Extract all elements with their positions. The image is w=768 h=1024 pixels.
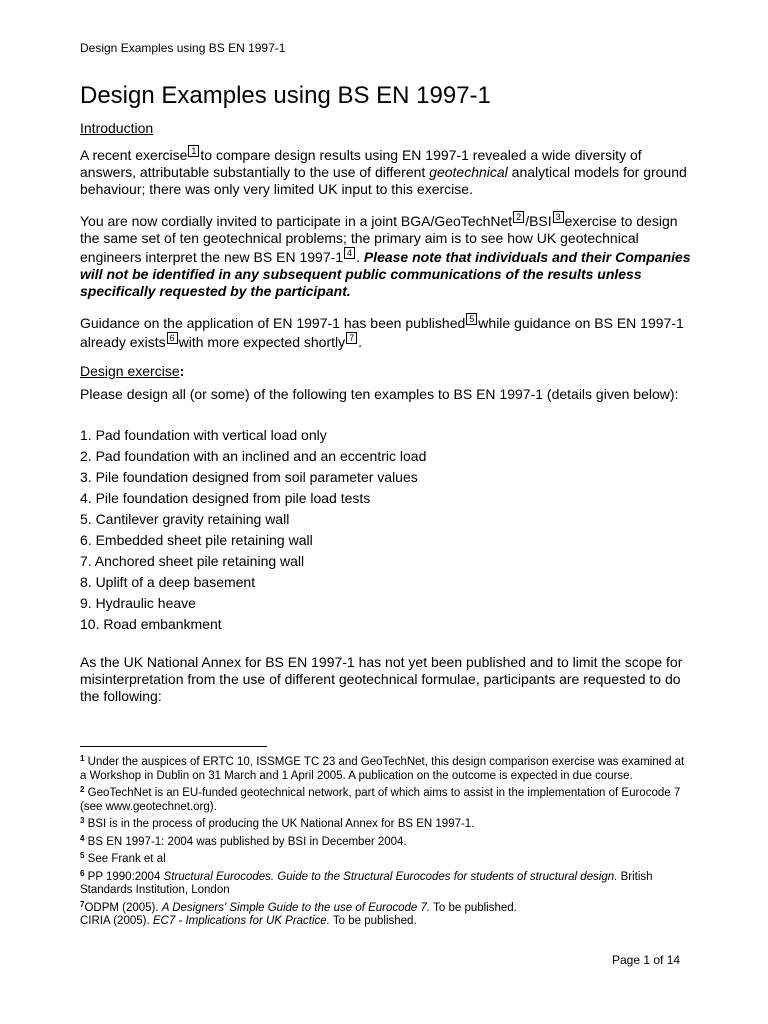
design-exercise-intro: Please design all (or some) of the following ten examples to BS EN 1997-1 (details given below):: [80, 386, 679, 402]
text-span: with more expected shortly: [178, 334, 346, 350]
footnote-ref-1[interactable]: 1: [188, 145, 199, 157]
footnote-ref-2[interactable]: 2: [513, 211, 524, 223]
text-span: to compare design results using EN 1997-1 revealed a wide diversity of answers, attributable substantially to the use of different: [80, 147, 642, 180]
footnote-4: [80, 832, 692, 850]
footnote-ref-4[interactable]: 4: [344, 247, 355, 259]
heading-text: Design exercise: [80, 363, 180, 379]
footnote-number: 7: [80, 899, 85, 909]
footnote-text: Under the auspices of ERTC 10, ISSMGE TC 23 and GeoTechNet, this design comparison exercise was examined at a Workshop in Dublin on 31 March and 1 April 2005. A publication on the outcome is expected in due course.: [80, 756, 685, 782]
running-header: Design Examples using BS EN 1997-1: [80, 41, 286, 55]
footnote-ref-7[interactable]: 7: [346, 332, 357, 344]
footnote-3: [80, 814, 692, 832]
intro-paragraph-2: [80, 211, 692, 300]
footnote-text: PP 1990:2004: [87, 870, 164, 883]
footnote-text: British Standards Institution, London: [80, 870, 653, 896]
intro-paragraph-3: [80, 313, 692, 351]
text-span: .: [356, 249, 364, 265]
list-item: 9. Hydraulic heave: [80, 595, 196, 611]
footnote-number: 6: [80, 868, 85, 878]
footnote-text: To be published.: [329, 915, 417, 927]
list-item: 8. Uplift of a deep basement: [80, 574, 256, 590]
footnote-number: 1: [80, 754, 85, 763]
list-item: 4. Pile foundation designed from pile load tests: [80, 490, 371, 506]
list-item: 3. Pile foundation designed from soil parameter values: [80, 469, 418, 485]
text-span: exercise to design the same set of ten geotechnical problems; the primary aim is to see how UK geotechnical engineers interpret the new BS EN 1997-1: [80, 213, 678, 265]
footnote-text: BS EN 1997-1: 2004 was published by BSI in December 2004.: [87, 835, 407, 848]
footnote-text: GeoTechNet is an EU-funded geotechnical network, part of which aims to assist in the implementation of Eurocode 7 (see www.geotechnet.org).: [80, 787, 681, 813]
footnote-separator: [80, 746, 267, 747]
footnote-italic: EC7 - Implications for UK Practice.: [152, 915, 330, 927]
footnote-number: 4: [80, 833, 85, 843]
text-span: /BSI: [525, 213, 552, 229]
footnote-ref-5[interactable]: 5: [466, 313, 477, 325]
design-exercise-heading: [80, 363, 184, 379]
text-span: while guidance on BS EN 1997-1 already exists: [80, 315, 684, 350]
footnote-5: [80, 849, 692, 867]
footnote-text: See Frank et al: [87, 853, 166, 865]
text-span: .: [358, 334, 363, 350]
list-item: 10. Road embankment: [80, 616, 222, 632]
closing-paragraph: As the UK National Annex for BS EN 1997-1 has not yet been published and to limit the scope for misinterpretation from the use of different geotechnical formulae, participants are requested to do the following:: [80, 654, 683, 704]
list-item: 2. Pad foundation with an inclined and an eccentric load: [80, 448, 427, 464]
text-span: Guidance on the application of EN 1997-1 has been published: [80, 315, 466, 331]
footnote-7: [80, 898, 692, 916]
text-span: analytical models for ground behaviour; there was only very limited UK input to this exercise.: [80, 164, 687, 197]
italic-text: geotechnical: [429, 164, 508, 180]
footnote-text: ODPM (2005).: [84, 901, 162, 914]
footnote-2: [80, 783, 692, 814]
footnote-number: 5: [80, 851, 85, 860]
footnote-ref-6[interactable]: 6: [167, 332, 178, 344]
footnote-number: 3: [80, 816, 85, 825]
footnote-ref-3[interactable]: 3: [553, 211, 564, 223]
footnote-1: [80, 752, 692, 783]
list-item: 7. Anchored sheet pile retaining wall: [80, 553, 305, 569]
document-title: Design Examples using BS EN 1997-1: [80, 82, 491, 109]
footnote-text: To be published.: [430, 901, 517, 914]
list-item: 6. Embedded sheet pile retaining wall: [80, 532, 313, 548]
emphasis-note: Please note that individuals and their Companies will not be identified in any subsequent public communications of the results unless specifically requested by the participant.: [80, 249, 691, 299]
footnotes: [80, 752, 692, 929]
footnote-text: BSI is in the process of producing the UK National Annex for BS EN 1997-1.: [87, 818, 475, 830]
footnote-italic: Structural Eurocodes. Guide to the Structural Eurocodes for students of structural design.: [163, 870, 618, 883]
introduction-heading: Introduction: [80, 120, 154, 136]
list-item: 1. Pad foundation with vertical load only: [80, 427, 327, 443]
page-number: Page 1 of 14: [612, 953, 681, 967]
footnote-6: [80, 867, 692, 898]
examples-list: [80, 427, 426, 637]
heading-colon: :: [179, 363, 185, 379]
text-span: A recent exercise: [80, 147, 188, 163]
footnote-7-continued: [80, 915, 692, 929]
list-item: 5. Cantilever gravity retaining wall: [80, 511, 290, 527]
text-span: You are now cordially invited to participate in a joint BGA/GeoTechNet: [80, 213, 513, 229]
footnote-number: 2: [80, 785, 85, 794]
footnote-text: CIRIA (2005).: [80, 915, 153, 927]
footnote-italic: A Designers' Simple Guide to the use of Eurocode 7.: [161, 901, 431, 914]
intro-paragraph-1: [80, 145, 692, 198]
